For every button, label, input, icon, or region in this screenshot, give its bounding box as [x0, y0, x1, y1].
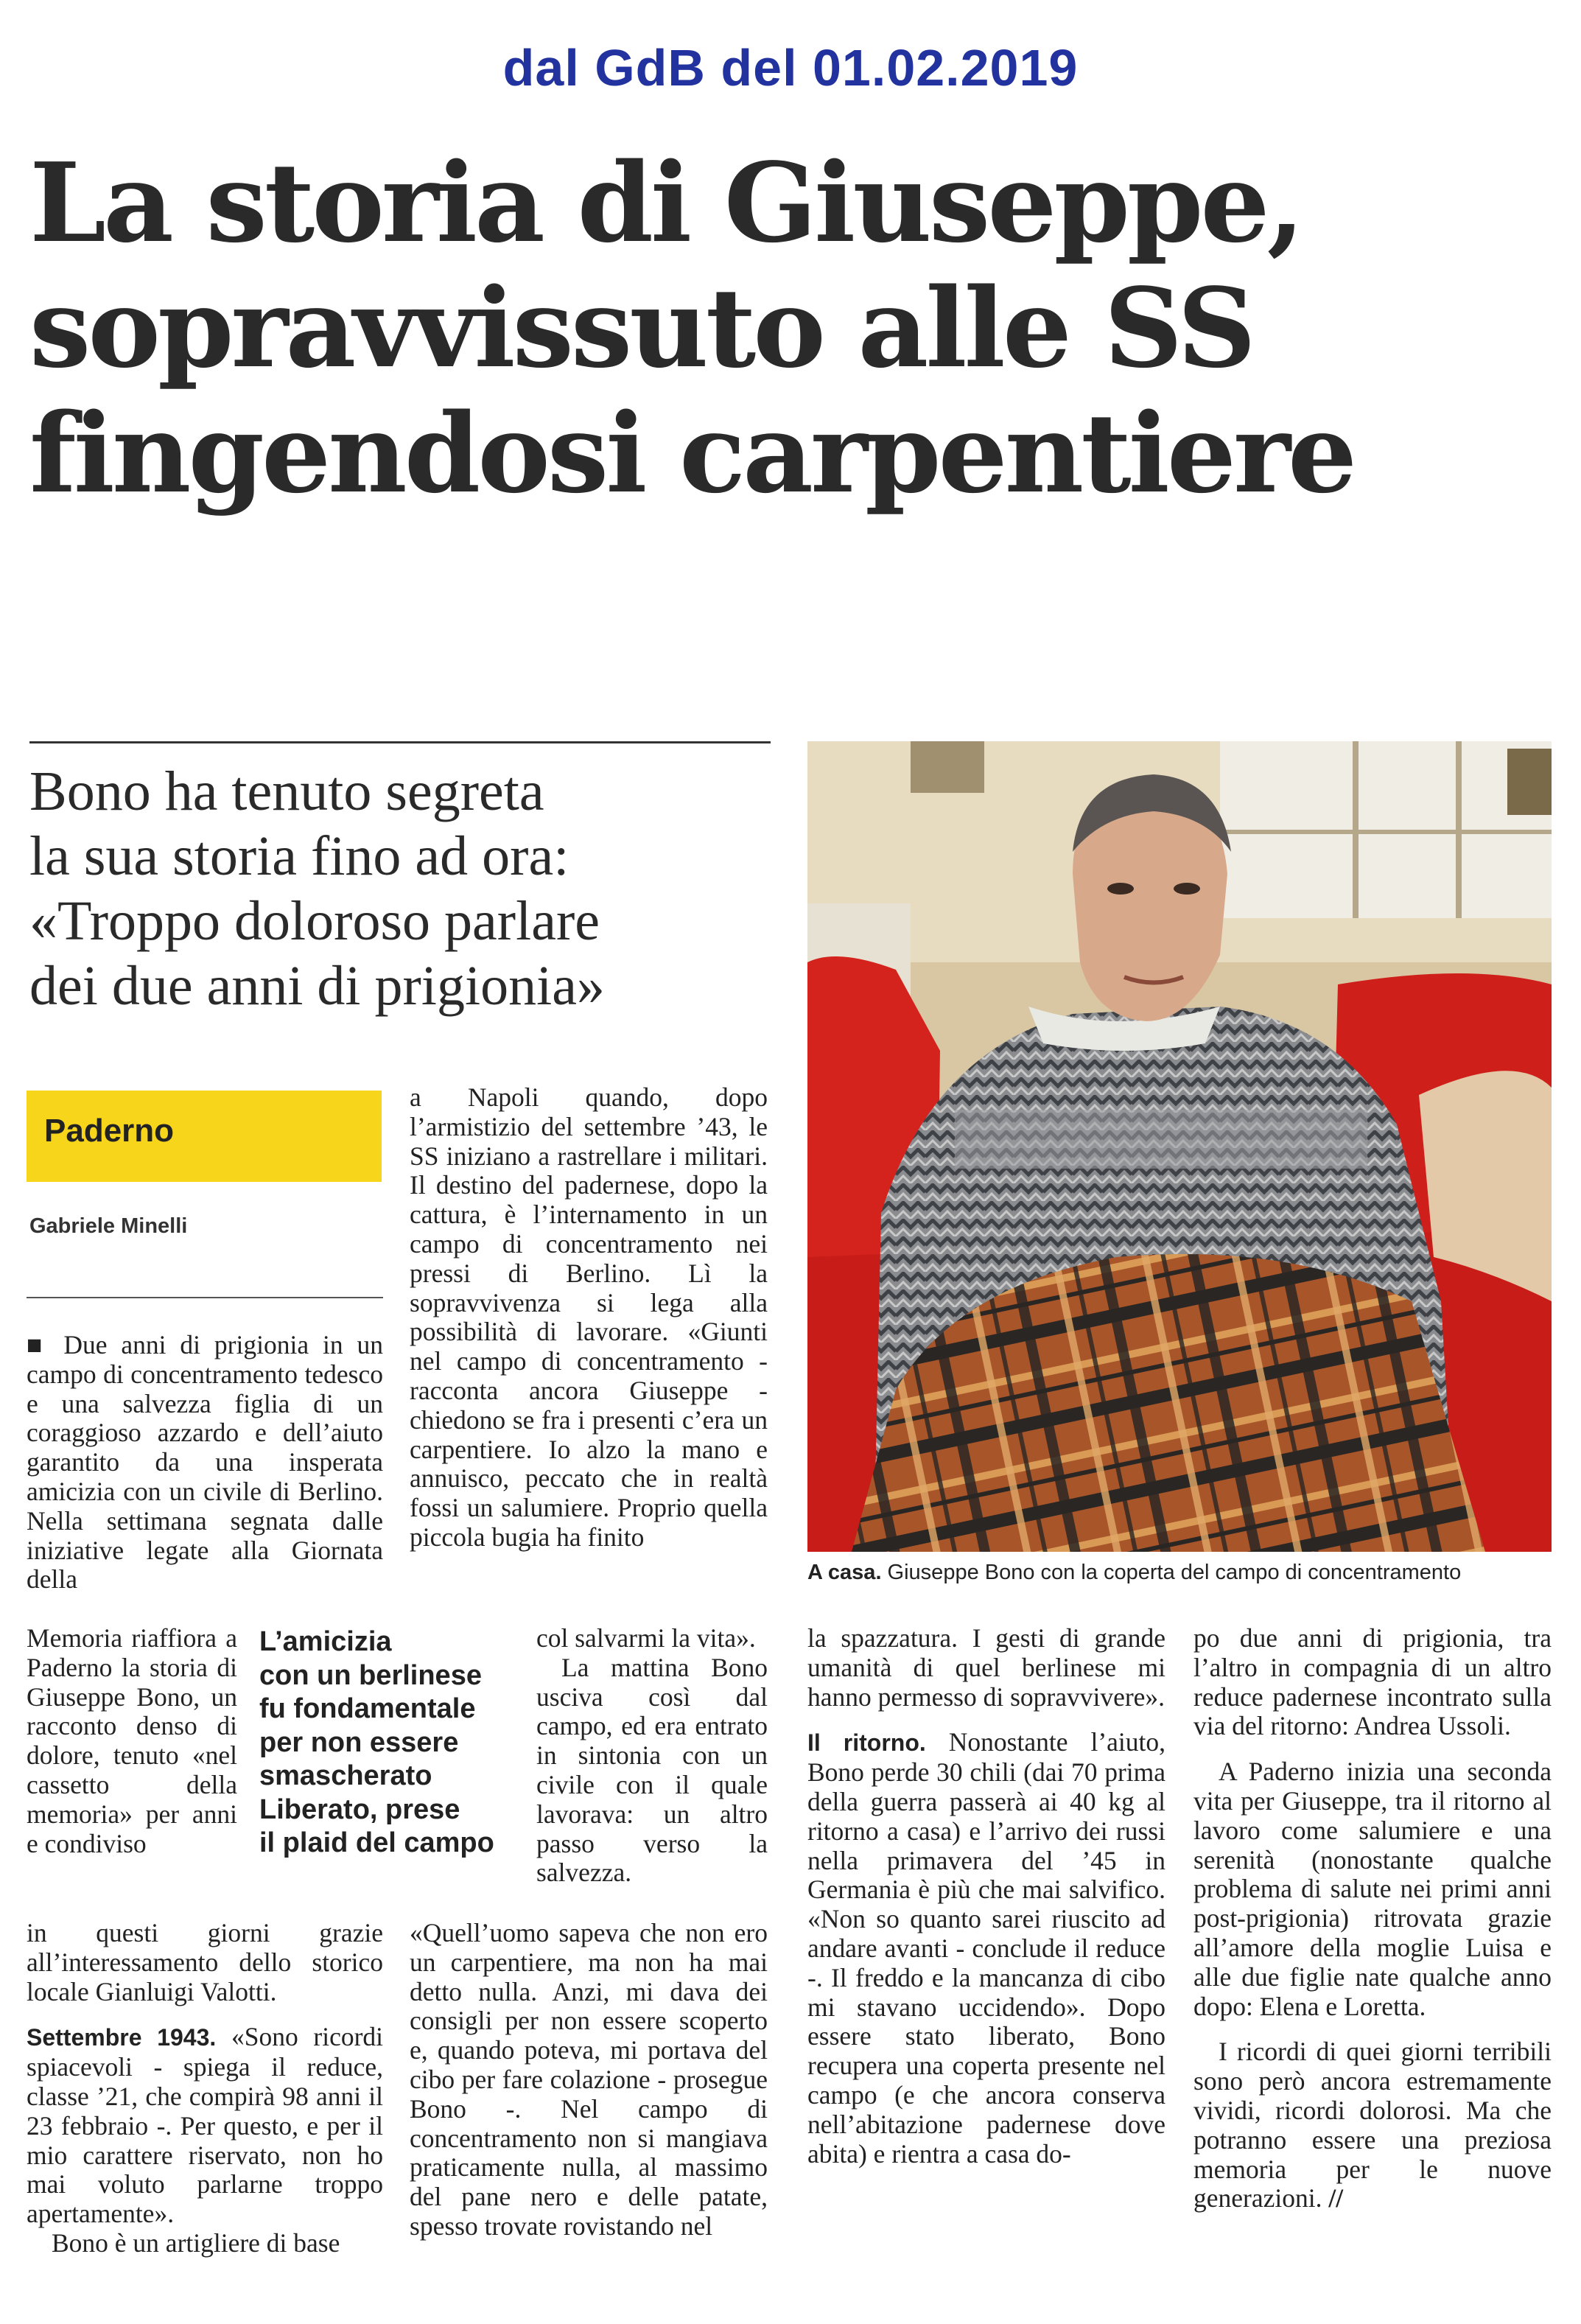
- source-line: dal GdB del 01.02.2019: [502, 39, 1079, 97]
- body-paragraph: a Napoli quando, dopo l’armistizio del settembre ’43, le SS iniziano a rastrellare i militari. Il destino del padernese, dopo la cattura, è l’internamento in un campo di concentramento nei pressi di Berlino. Lì la sopravvivenza si lega alla possibilità di lavorare. «Giunti nel campo di concentramento - racconta ancora Giuseppe - chiedono se fra i presenti c’era un carpentiere. Io alzo la mano e annuisco, peccato che in realtà fossi un salumiere. Proprio quella piccola bugia ha finito: [410, 1082, 768, 1552]
- body-column-1: [27, 1331, 383, 1595]
- body-paragraph: [807, 1728, 1165, 2169]
- byline-rule: [27, 1297, 383, 1298]
- caption-lead: A casa.: [807, 1561, 882, 1584]
- headline-line: La storia di Giuseppe,: [29, 139, 1303, 267]
- body-paragraph: [27, 2023, 383, 2229]
- caption-text: Giuseppe Bono con la coperta del campo di concentramento: [881, 1561, 1462, 1584]
- body-column-2-narrow: [536, 1624, 768, 1888]
- body-column-3: [807, 1624, 1165, 2169]
- section-tag: [27, 1091, 382, 1182]
- body-paragraph: Bono è un artigliere di base: [52, 2227, 340, 2258]
- body-paragraph: «Quell’uomo sapeva che non ero un carpentiere, ma non ha mai detto nulla. Anzi, mi dava dei consigli per non essere scoperto e, quando poteva, mi portava del cibo per fare colazione - prosegue Bono -. Nel campo di concentramento non si mangiava praticamente nulla, al massimo del pane nero e delle patate, spesso trovate rovistando nel: [410, 1918, 768, 2241]
- top-rule: [29, 741, 771, 743]
- body-column-1-narrow: [27, 1624, 237, 1858]
- photo-caption: [807, 1561, 1552, 1585]
- pull-quote: [259, 1625, 507, 1861]
- body-paragraph: A Paderno inizia una seconda vita per Giuseppe, tra il ritorno al lavoro come salumiere e una serenità (nonostante qualche problema di salute nei primi anni post-prigionia) ritrovata grazie all’amore della moglie Luisa e alle due figlie nate qualche anno dopo: Elena e Loretta.: [1193, 1757, 1552, 2021]
- body-paragraph: col salvarmi la vita».: [536, 1623, 756, 1653]
- subheadline-line: la sua storia fino ad ora:: [29, 825, 569, 887]
- body-column-2: [410, 1083, 768, 1553]
- pull-quote-line: per non essere: [259, 1726, 459, 1758]
- subheadline: [29, 759, 774, 1018]
- runin-heading: Settembre 1943.: [27, 2024, 217, 2051]
- subheadline-line: dei due anni di prigionia»: [29, 955, 605, 1017]
- pull-quote-line: con un berlinese: [259, 1659, 482, 1691]
- body-text: I ricordi di quei giorni terribili sono però ancora estremamente vividi, ricordi dolorosi. Ma che potranno essere una preziosa memoria per le nuove generazioni.: [1193, 2037, 1552, 2213]
- headline-line: sopravvissuto alle SS: [29, 264, 1253, 392]
- body-paragraph: [1193, 2037, 1552, 2213]
- body-text: «Sono ricordi spiacevoli - spiega il reduce, classe ’21, che compirà 98 anni il 23 febbraio -. Per questo, e per il mio carattere riservato, non ho mai voluto parlarne troppo apertamente».: [27, 2022, 384, 2229]
- body-column-1-lower: [27, 1919, 383, 2258]
- pull-quote-line: il plaid del campo: [259, 1827, 494, 1858]
- subheadline-line: Bono ha tenuto segreta: [29, 760, 544, 822]
- body-column-2-lower: [410, 1919, 768, 2241]
- body-column-4: [1193, 1624, 1552, 2213]
- body-paragraph: in questi giorni grazie all’interessamento dello storico locale Gianluigi Valotti.: [27, 1918, 383, 2006]
- pull-quote-line: Liberato, prese: [259, 1793, 460, 1825]
- body-paragraph: ■ Due anni di prigionia in un campo di concentramento tedesco e una salvezza figlia di un coraggioso azzardo e dell’aiuto garantito da una insperata amicizia con un civile di Berlino. Nella settimana segnata dalle iniziative legate alla Giornata della: [27, 1330, 383, 1595]
- pull-quote-line: L’amicizia: [259, 1626, 392, 1657]
- byline: Gabriele Minelli: [29, 1214, 188, 1238]
- headline-line: fingendosi carpentiere: [29, 389, 1355, 517]
- end-mark: //: [1328, 2183, 1344, 2213]
- subheadline-line: «Troppo doloroso parlare: [29, 890, 600, 952]
- body-paragraph: po due anni di prigionia, tra l’altro in compagnia di un altro reduce padernese incontrato sulla via del ritorno: Andrea Ussoli.: [1193, 1623, 1552, 1741]
- article-photo: [807, 741, 1552, 1552]
- body-paragraph: la spazzatura. I gesti di grande umanità di quel berlinese mi hanno permesso di sopravvivere».: [807, 1623, 1165, 1712]
- body-paragraph: Memoria riaffiora a Paderno la storia di Giuseppe Bono, un racconto denso di dolore, tenuto «nel cassetto della memoria» per anni e condiviso: [27, 1623, 237, 1858]
- pull-quote-line: fu fondamentale: [259, 1693, 476, 1724]
- section-tag-label: Paderno: [44, 1113, 175, 1149]
- body-text: Nonostante l’aiuto, Bono perde 30 chili (dai 70 prima della guerra passerà ai 40 kg al ritorno a casa) e l’arrivo dei russi nella primavera del ’45 in Germania è più che mai salvifico. «Non so quanto sarei riuscito ad andare avanti - conclude il reduce -. Il freddo e la mancanza di cibo mi stavano uccidendo». Dopo essere stato liberato, Bono recupera una coperta presente nel campo (e che ancora conserva nell’abitazione padernese dove abita) e rientra a casa do-: [807, 1727, 1166, 2169]
- runin-heading: Il ritorno.: [807, 1729, 926, 1757]
- body-paragraph: La mattina Bono usciva così dal campo, ed era entrato in sintonia con un civile con il quale lavorava: un altro passo verso la salvezza.: [536, 1652, 768, 1888]
- pull-quote-line: smascherato: [259, 1760, 432, 1791]
- headline: [29, 140, 1562, 516]
